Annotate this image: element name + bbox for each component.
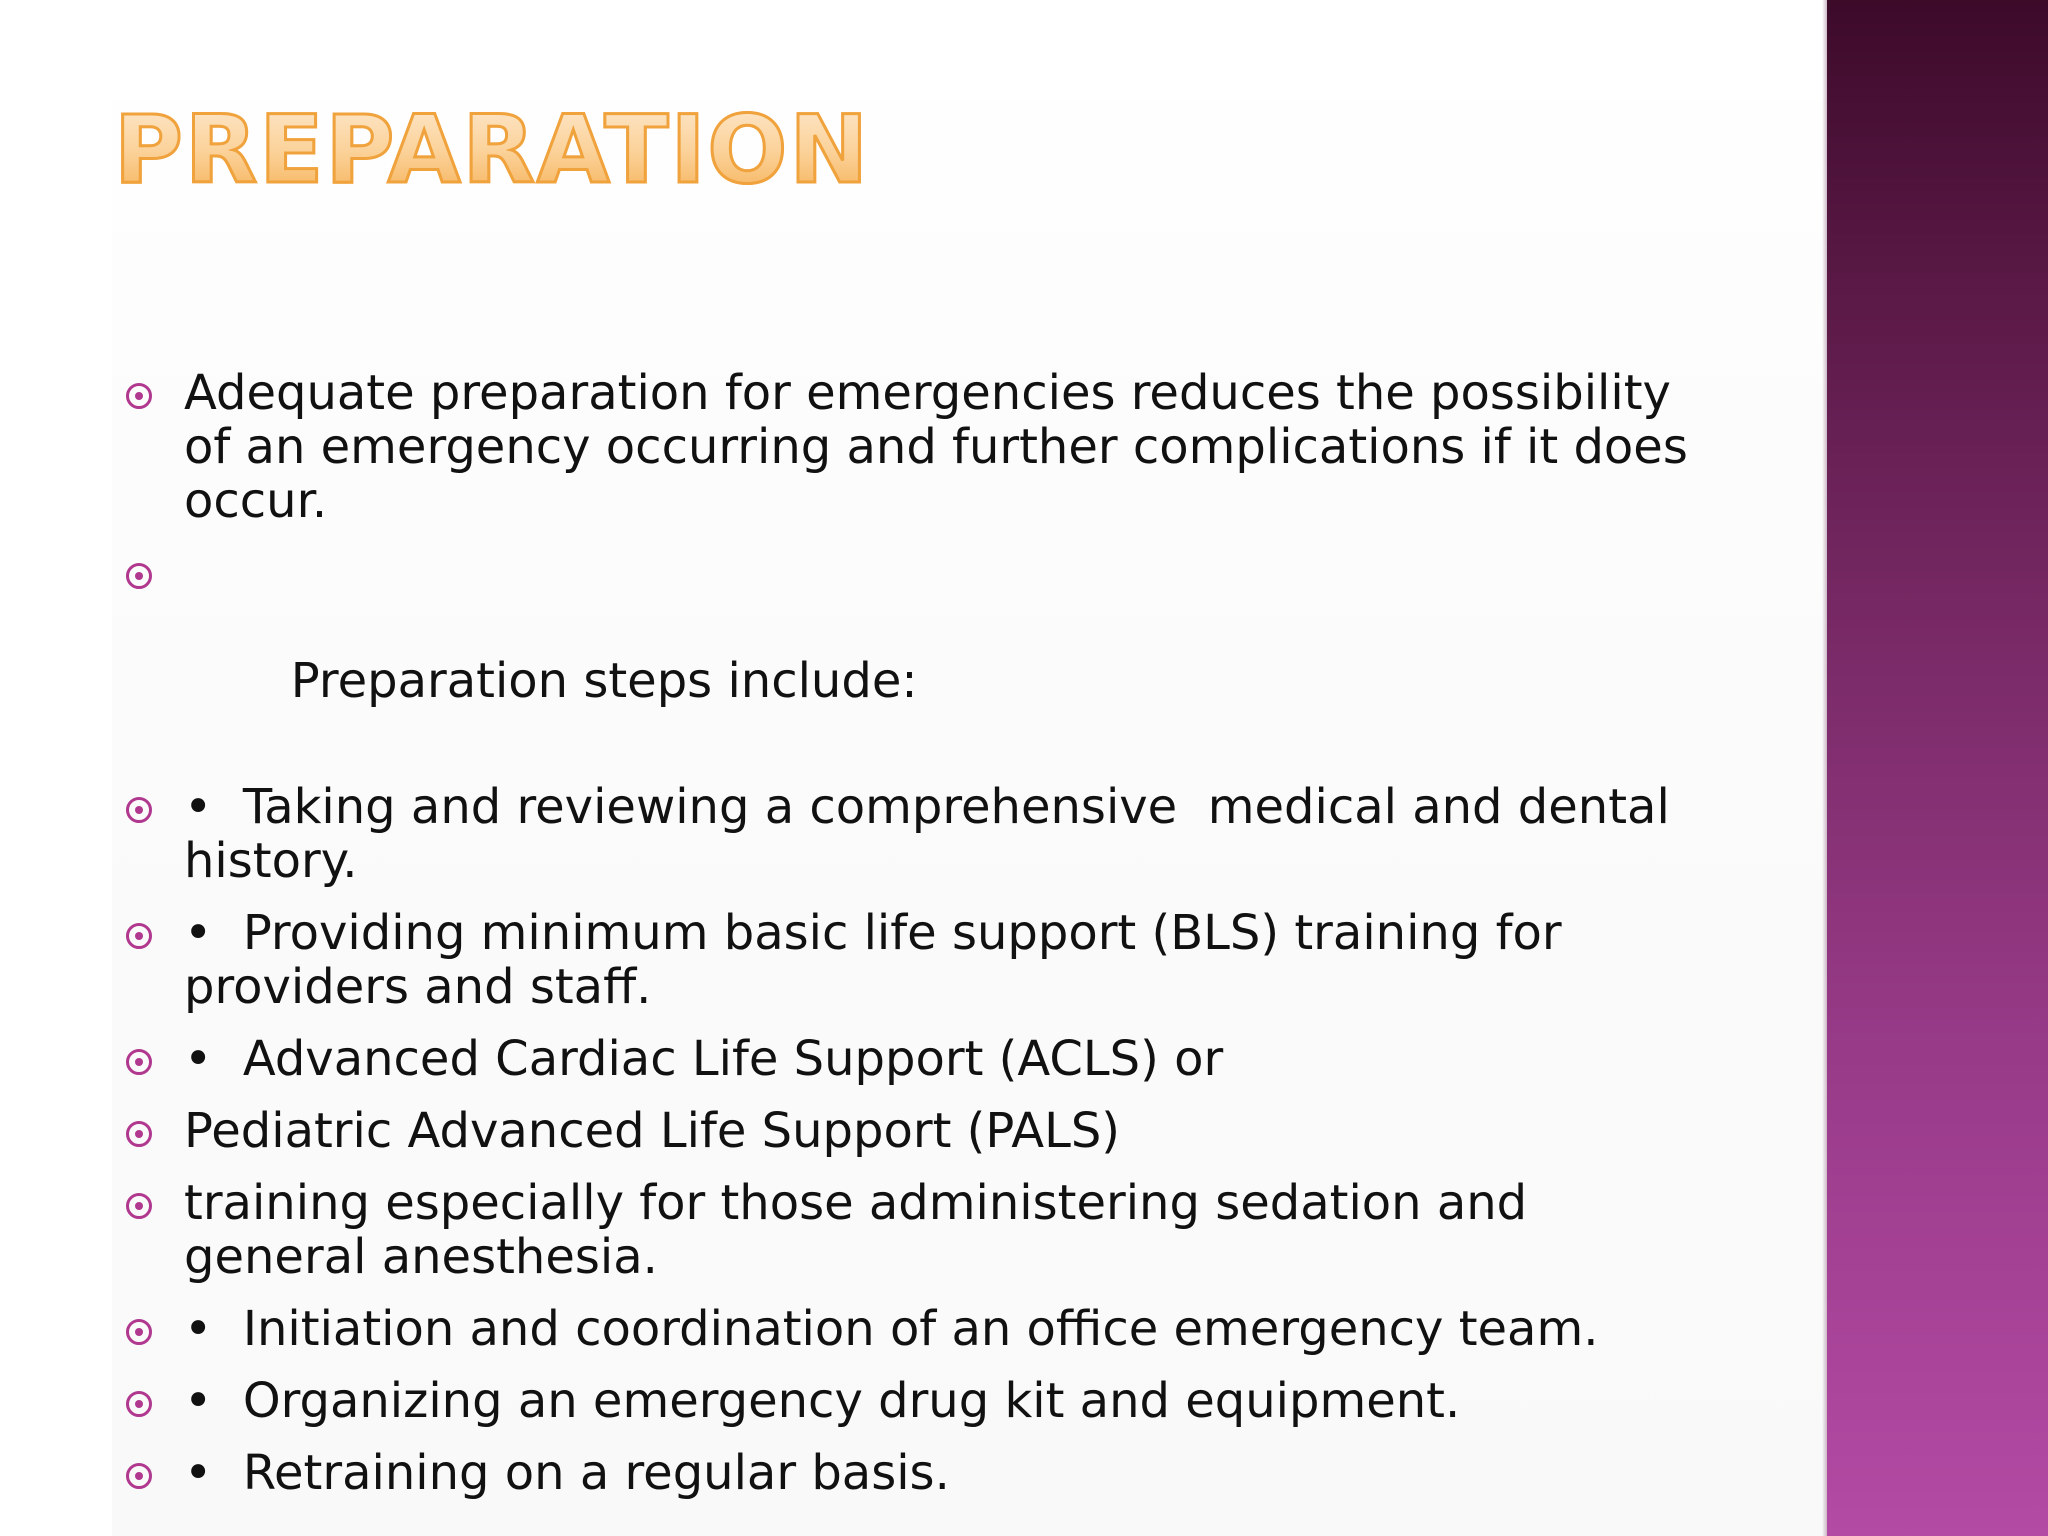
bullet-text: • Retraining on a regular basis. (184, 1445, 950, 1501)
decorative-sidebar (1827, 0, 2048, 1536)
bullet-item (120, 1446, 1720, 1500)
bullet-item (120, 906, 1720, 1014)
bullet-item (120, 1302, 1720, 1356)
bullet-item (120, 780, 1720, 888)
circled-dot-icon (126, 563, 152, 589)
bullet-item (120, 546, 1720, 762)
bullet-text: • Advanced Cardiac Life Support (ACLS) or (184, 1031, 1224, 1087)
bullet-item (120, 1104, 1720, 1158)
bullet-text: • Initiation and coordination of an office emergency team. (184, 1301, 1599, 1357)
bullet-text: Pediatric Advanced Life Support (PALS) (184, 1103, 1121, 1159)
bullet-text: • Taking and reviewing a comprehensive medical and dental history. (184, 779, 1686, 889)
circled-dot-icon (126, 1391, 152, 1417)
bullet-item (120, 366, 1720, 528)
bullet-text: Preparation steps include: (275, 653, 918, 709)
bullet-text: training especially for those administering sedation and general anesthesia. (184, 1175, 1528, 1285)
circled-dot-icon (126, 1193, 152, 1219)
bullet-item (120, 1374, 1720, 1428)
circled-dot-icon (126, 1049, 152, 1075)
circled-dot-icon (126, 383, 152, 409)
slide-title: PREPARATION (114, 96, 871, 205)
bullet-text: Adequate preparation for emergencies reduces the possibility of an emergency occurring and further complications if it does occur. (184, 365, 1688, 529)
circled-dot-icon (126, 797, 152, 823)
circled-dot-icon (126, 1121, 152, 1147)
circled-dot-icon (126, 923, 152, 949)
bullet-text: • Providing minimum basic life support (BLS) training for providers and staff. (184, 905, 1577, 1015)
bullet-list (120, 366, 1720, 1518)
circled-dot-icon (126, 1319, 152, 1345)
circled-dot-icon (126, 1463, 152, 1489)
bullet-text: • Organizing an emergency drug kit and equipment. (184, 1373, 1461, 1429)
bullet-item (120, 1032, 1720, 1086)
bullet-item (120, 1176, 1720, 1284)
